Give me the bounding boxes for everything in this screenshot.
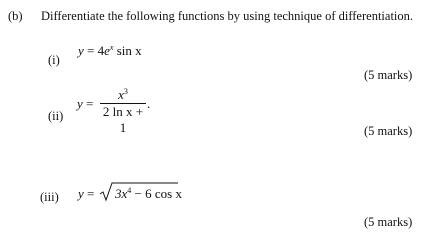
equation-i-lhs: y xyxy=(78,43,84,58)
equation-iii-lhs xyxy=(78,186,94,202)
fraction-ii-denominator: 2 ln x + 1 xyxy=(102,104,144,135)
numerator-base: x xyxy=(118,87,124,102)
numerator-exp: 3 xyxy=(123,87,128,96)
equation-ii-lhs xyxy=(77,96,93,112)
item-label-iii: (iii) xyxy=(40,190,59,204)
equation-i xyxy=(78,43,142,59)
radicand-coef: 3x xyxy=(115,186,128,201)
marks-i: (5 marks) xyxy=(364,68,413,82)
part-label: (b) xyxy=(8,9,23,23)
equation-iii-y: y xyxy=(78,186,84,201)
equation-ii-y: y xyxy=(77,96,83,111)
marks-ii: (5 marks) xyxy=(364,124,413,138)
equation-i-exp: x xyxy=(109,43,114,52)
equation-iii-eq: = xyxy=(87,186,95,201)
radicand-exp: 4 xyxy=(127,186,132,195)
fraction-ii xyxy=(100,87,146,135)
equation-ii-end: . xyxy=(147,96,151,111)
radicand-rest: − 6 cos x xyxy=(131,186,182,201)
marks-iii: (5 marks) xyxy=(364,215,413,229)
question-heading: Differentiate the following functions by using technique of differentiation. xyxy=(41,9,414,23)
radicand xyxy=(115,186,182,202)
equation-i-rest: sin x xyxy=(113,43,142,58)
equation-ii-eq: = xyxy=(86,96,94,111)
equation-i-eq: = xyxy=(87,43,95,58)
fraction-ii-numerator xyxy=(100,87,146,103)
equation-i-base: e xyxy=(104,43,110,58)
equation-i-coef: 4 xyxy=(97,43,105,58)
item-label-i: (i) xyxy=(48,53,60,67)
item-label-ii: (ii) xyxy=(48,109,64,123)
